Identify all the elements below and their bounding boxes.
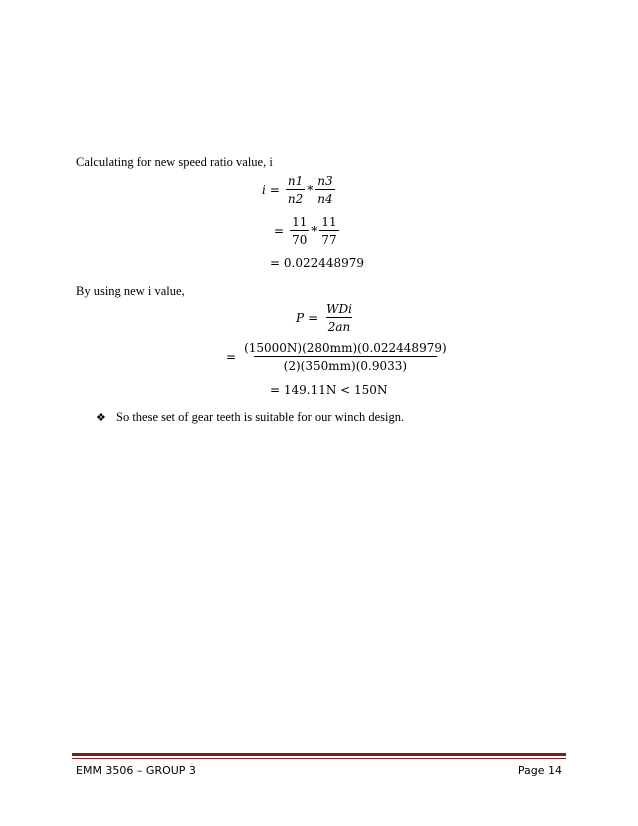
eq1-lhs: i — [262, 183, 266, 197]
footer-rule-thin — [72, 758, 566, 759]
second-paragraph: By using new i value, — [76, 284, 185, 298]
force-result: = 149.11N < 150N — [270, 383, 388, 397]
force-substitution — [226, 342, 451, 372]
eq5-numerator: (15000N)(280mm)(0.022448979) — [244, 341, 447, 355]
eq2-denominator-b: 77 — [319, 230, 338, 246]
footer-rule-thick — [72, 753, 566, 756]
eq4-lhs: P — [296, 311, 305, 325]
eq5-denominator: (2)(350mm)(0.9033) — [254, 356, 437, 372]
eq1-equals: = — [269, 183, 280, 197]
eq4-fraction — [324, 303, 354, 333]
footer-course-label: EMM 3506 – GROUP 3 — [76, 764, 196, 777]
eq2-numerator-a: 11 — [292, 215, 308, 229]
eq5-fraction — [242, 342, 449, 372]
eq2-denominator-a: 70 — [290, 230, 309, 246]
conclusion-text: So these set of gear teeth is suitable for our winch design. — [116, 410, 405, 424]
eq1-times: * — [307, 183, 314, 197]
eq2-fraction-a — [290, 216, 309, 246]
eq2-times: * — [311, 224, 318, 238]
eq4-denominator: 2an — [326, 317, 353, 333]
speed-ratio-equation — [262, 175, 337, 205]
speed-ratio-substitution — [270, 216, 341, 246]
conclusion-bullet — [96, 410, 404, 425]
eq4-numerator: WDi — [326, 302, 352, 316]
eq1-numerator-b: n3 — [317, 174, 333, 188]
eq4-equals: = — [308, 311, 319, 325]
eq1-fraction-b — [315, 175, 334, 205]
force-formula — [296, 303, 356, 333]
diamond-bullet-icon: ❖ — [96, 412, 106, 424]
eq2-fraction-b — [319, 216, 338, 246]
eq5-equals: = — [226, 350, 237, 364]
speed-ratio-result: = 0.022448979 — [270, 256, 365, 270]
eq1-denominator-a: n2 — [286, 189, 305, 205]
footer-page-number: Page 14 — [517, 764, 562, 777]
eq2-numerator-b: 11 — [321, 215, 337, 229]
eq1-fraction-a — [286, 175, 305, 205]
eq1-numerator-a: n1 — [287, 174, 304, 188]
eq1-denominator-b: n4 — [315, 189, 334, 205]
intro-paragraph: Calculating for new speed ratio value, i — [76, 155, 273, 169]
eq2-equals: = — [274, 224, 285, 238]
